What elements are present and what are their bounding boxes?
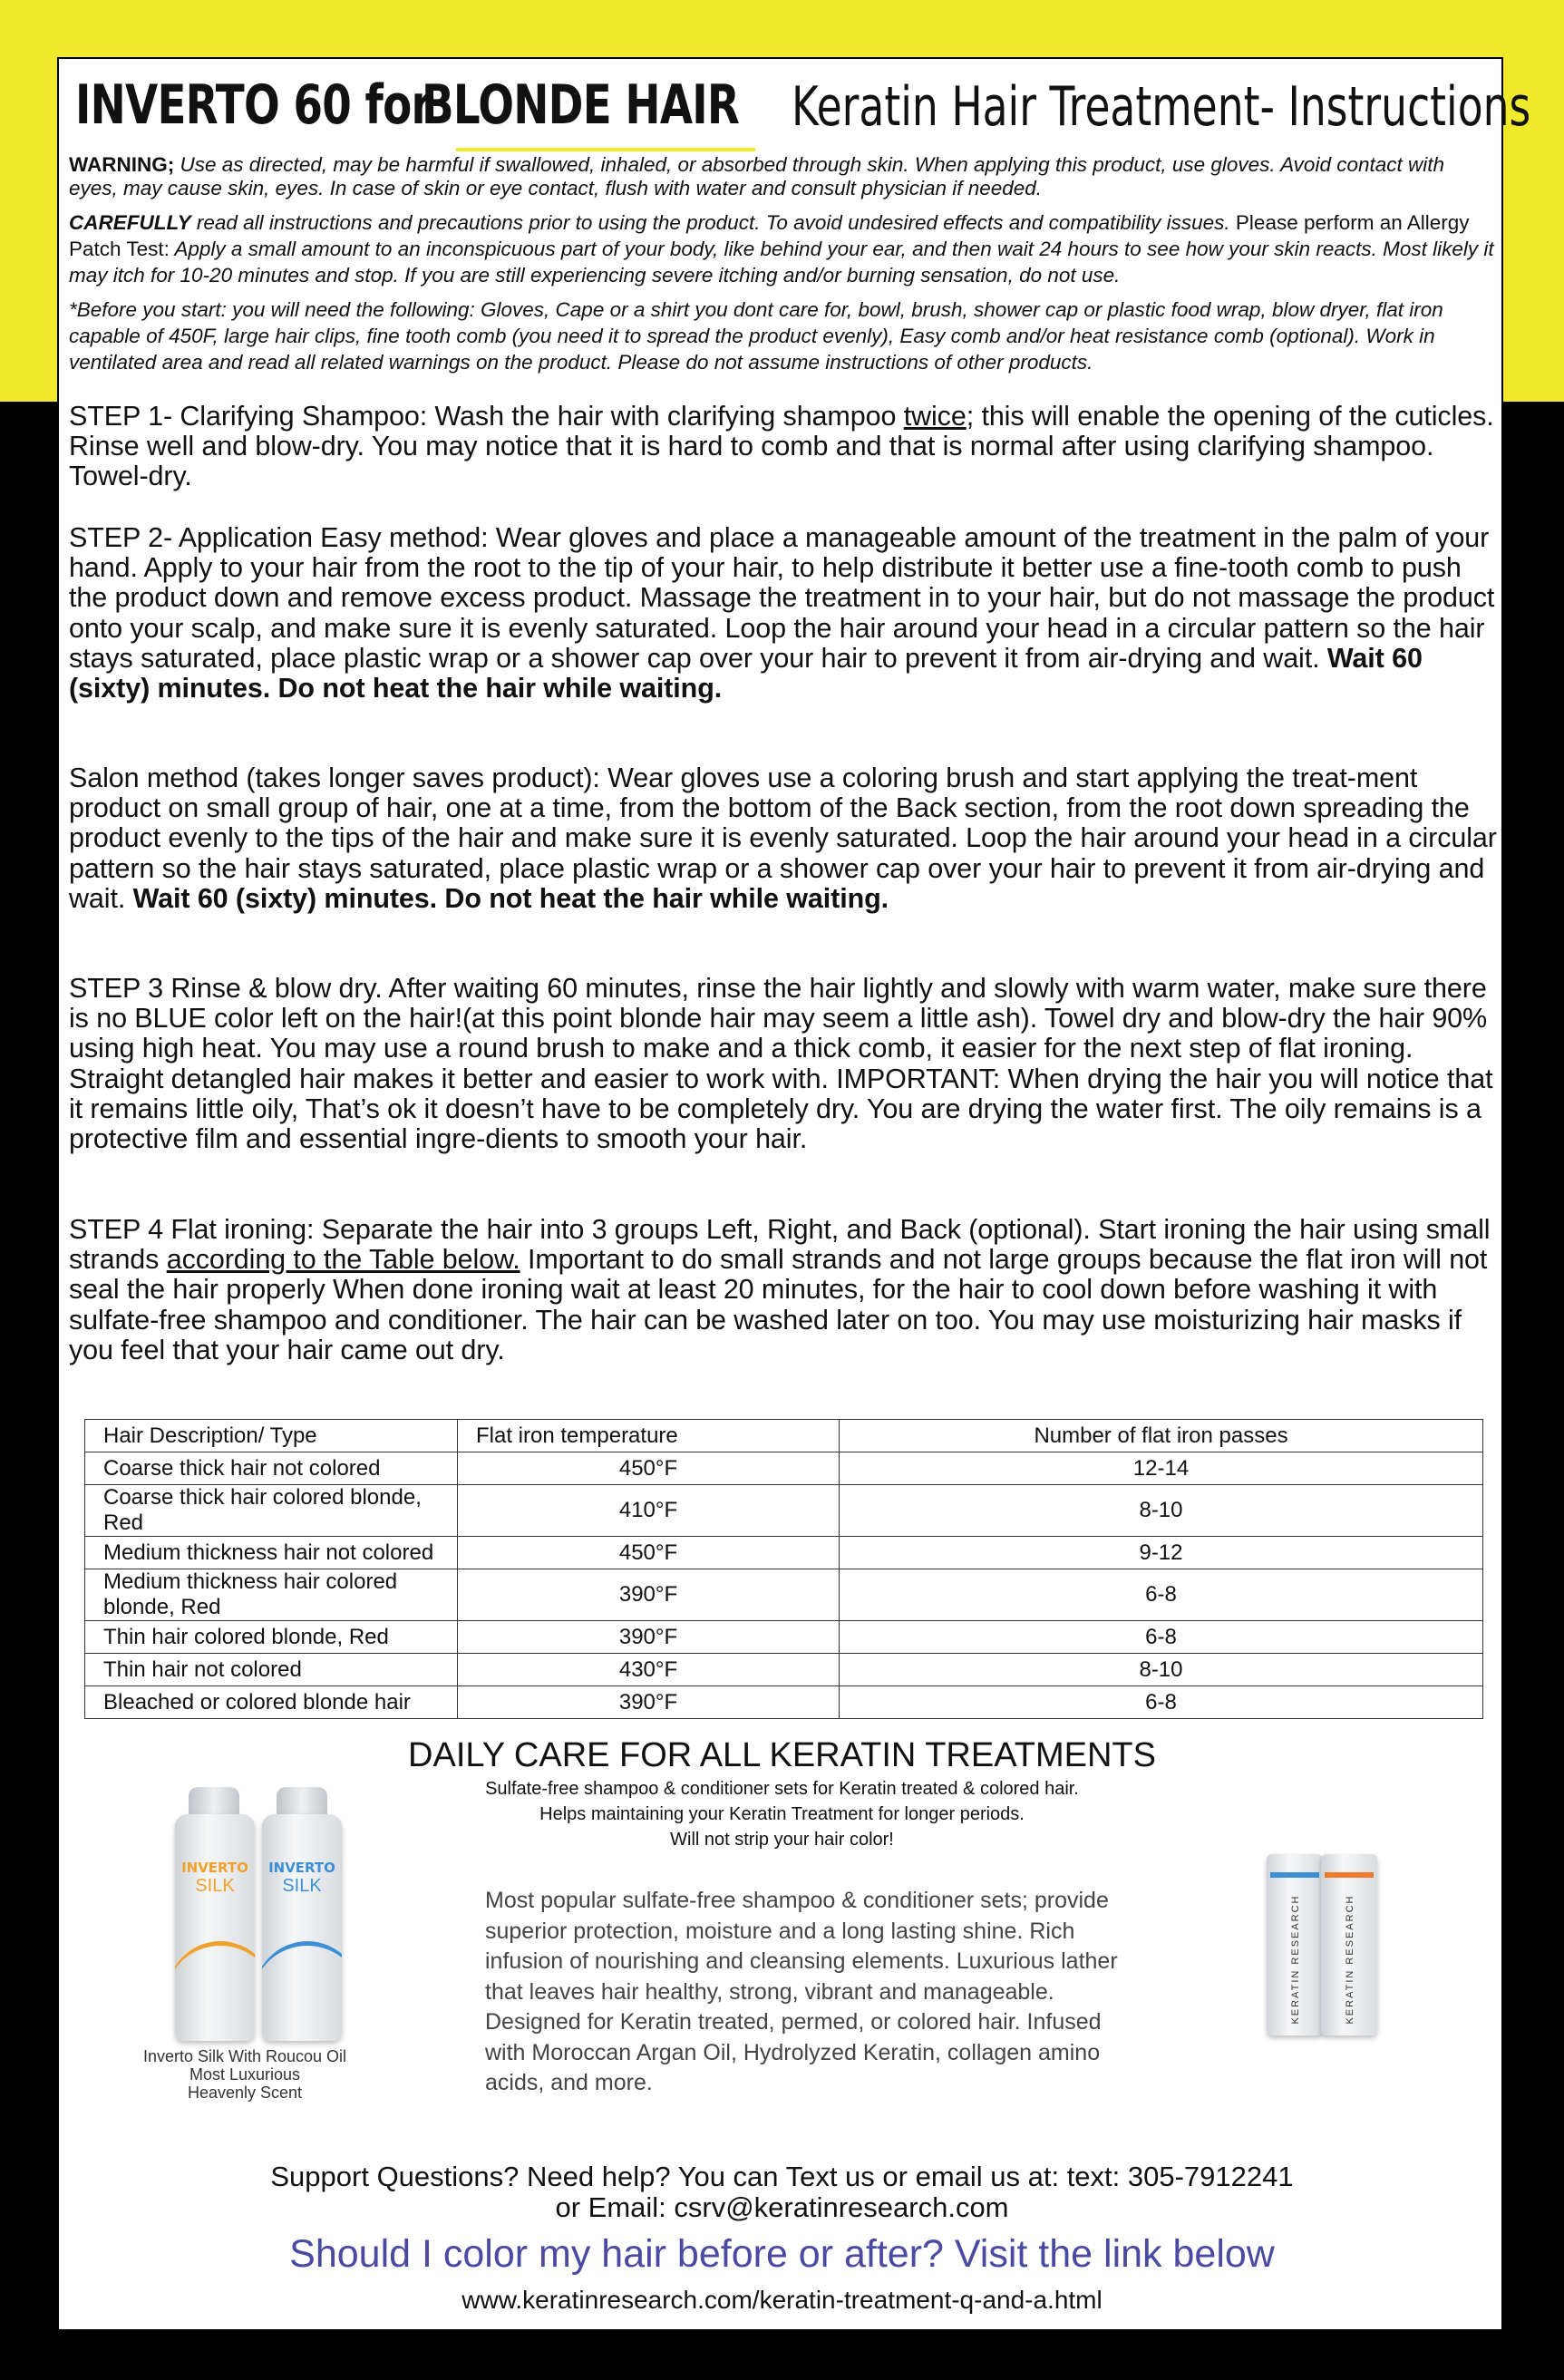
cell-hair-type: Thin hair colored blonde, Red bbox=[85, 1621, 458, 1654]
warning-lead: WARNING; bbox=[69, 153, 175, 176]
step-1-text-b: ; this will enable the opening of the cuticles. Rinse well and blow-dry. You may notice that it is hard to comb and that is normal after using clarifying shampoo. Towel-dry. bbox=[69, 401, 1494, 492]
cell-passes: 9-12 bbox=[840, 1537, 1483, 1569]
conditioner-bottle bbox=[262, 1814, 342, 2041]
title-blonde-hair: BLONDE HAIR bbox=[422, 73, 740, 137]
table-row bbox=[85, 1485, 1483, 1537]
step-3-heading: STEP 3 Rinse & blow dry. bbox=[69, 973, 383, 1004]
step-3 bbox=[69, 974, 1497, 1154]
step-4 bbox=[69, 1215, 1497, 1365]
table-row bbox=[85, 1569, 1483, 1621]
step-4-heading: STEP 4 Flat ironing: bbox=[69, 1214, 315, 1245]
step-1 bbox=[69, 402, 1497, 492]
warning-paragraph bbox=[69, 153, 1497, 200]
cell-temperature: 390°F bbox=[458, 1569, 840, 1621]
col-passes: Number of flat iron passes bbox=[840, 1420, 1483, 1452]
step-4-text-a: Separate the hair into 3 groups Left, Right, and Back (optional). Start ironing the hair using small strands bbox=[69, 1214, 1491, 1276]
bottle-brand-kr-2: KERATIN RESEARCH bbox=[1345, 1894, 1355, 2025]
caption-line-1: Inverto Silk With Roucou Oil bbox=[142, 2047, 347, 2065]
daily-care-sub-1: Sulfate-free shampoo & conditioner sets for Keratin treated & colored hair. bbox=[485, 1779, 1079, 1799]
shampoo-bottle-kr bbox=[1321, 1854, 1377, 2035]
salon-text: (takes longer saves product): Wear gloves use a coloring brush and start applying the treat-ment product on small group of hair, one at a time, from the bottom of the Back section, from the root down spreading the product evenly to the tips of the hair and make sure it is evenly saturated. Loop the hair around your head in a circular pattern so the hair stays saturated, place plastic wrap or a shower cap over your hair to prevent it from air-drying and wait. bbox=[69, 763, 1497, 914]
before-paragraph bbox=[69, 296, 1497, 375]
bottle-cap bbox=[189, 1787, 239, 1818]
cell-temperature: 450°F bbox=[458, 1537, 840, 1569]
title-underline bbox=[456, 148, 755, 151]
cell-passes: 8-10 bbox=[840, 1485, 1483, 1537]
cell-passes: 8-10 bbox=[840, 1654, 1483, 1686]
bottle-word-right: SILK bbox=[282, 1876, 322, 1896]
daily-care-description: Most popular sulfate-free shampoo & conditioner sets; provide superior protection, moisture and a long lasting shine. Rich infusion of nourishing and cleansing elements. Luxurious lather that leaves hair healthy, strong, vibrant and manageable. Designed for Keratin treated, permed, or colored hair. Infused with Moroccan Argan Oil, Hydrolyzed Keratin, collagen amino acids, and more. bbox=[485, 1888, 1118, 2095]
step-3-text: After waiting 60 minutes, rinse the hair lightly and slowly with warm water, make sure there is no BLUE color left on the hair!(at this point blonde hair may seem a little ash). Towel dry and blow-dry the hair 90% using high heat. You may use a round brush to make and a thick comb, it easier for the next step of flat ironing. Straight detangled hair makes it better and easier to work with. IMPORTANT: When drying the hair you will notice that it remains little oily, That’s ok it doesn’t have to be completely dry. You are drying the water first. The oily remains is a protective film and essential ingre-dients to smooth your hair. bbox=[69, 973, 1493, 1155]
step-2-wait-warning: Wait 60 (sixty) minutes. Do not heat the hair while waiting. bbox=[69, 642, 1423, 704]
inverto-silk-bottles-image bbox=[168, 1787, 394, 2045]
cell-passes: 6-8 bbox=[840, 1569, 1483, 1621]
table-row bbox=[85, 1654, 1483, 1686]
title-subtitle: Keratin Hair Treatment- Instructions bbox=[792, 75, 1531, 139]
step-2-heading: STEP 2- Application Easy method: bbox=[69, 522, 489, 553]
bottle-brand-right: INVERTO bbox=[268, 1860, 335, 1876]
cell-temperature: 450°F bbox=[458, 1452, 840, 1485]
step-2 bbox=[69, 523, 1497, 704]
bottle-cap bbox=[277, 1787, 327, 1818]
table-header-row bbox=[85, 1420, 1483, 1452]
salon-method bbox=[69, 763, 1497, 914]
step-1-heading: STEP 1- Clarifying Shampoo: bbox=[69, 401, 428, 432]
cell-hair-type: Thin hair not colored bbox=[85, 1654, 458, 1686]
page-title bbox=[75, 66, 1531, 157]
col-hair-type: Hair Description/ Type bbox=[85, 1420, 458, 1452]
table-row bbox=[85, 1621, 1483, 1654]
warning-text: Use as directed, may be harmful if swallowed, inhaled, or absorbed through skin. When applying this product, use gloves. Avoid contact with eyes, may cause skin, eyes. In case of skin or eye contact, flush with water and consult physician if needed. bbox=[69, 153, 1445, 199]
product-caption bbox=[141, 2047, 349, 2102]
cell-hair-type: Bleached or colored blonde hair bbox=[85, 1686, 458, 1719]
cell-temperature: 410°F bbox=[458, 1485, 840, 1537]
cell-passes: 6-8 bbox=[840, 1621, 1483, 1654]
cell-hair-type: Medium thickness hair colored blonde, Red bbox=[85, 1569, 458, 1621]
table-row bbox=[85, 1537, 1483, 1569]
carefully-lead: CAREFULLY bbox=[69, 211, 191, 234]
salon-heading: Salon method bbox=[69, 763, 239, 793]
caption-line-3: Heavenly Scent bbox=[187, 2084, 303, 2102]
daily-care-sub-2: Helps maintaining your Keratin Treatment for longer periods. bbox=[539, 1804, 1025, 1824]
cell-temperature: 390°F bbox=[458, 1621, 840, 1654]
bottle-swoosh bbox=[175, 1941, 255, 2041]
flat-iron-table bbox=[84, 1419, 1483, 1719]
before-text: you will need the following: Gloves, Cape or a shirt you dont care for, bowl, brush, shower cap or plastic food wrap, blow dryer, flat iron capable of 450F, large hair clips, fine tooth comb (you need it to spread the product evenly), Easy comb and/or heat resistance comb (optional). Work in ventilated area and read all related warnings on the product. Please do not assume instructions of other products. bbox=[69, 298, 1443, 374]
patch-lead: Please perform an Allergy Patch Test: bbox=[69, 211, 1470, 260]
daily-care-sub-3: Will not strip your hair color! bbox=[670, 1830, 894, 1850]
step-2-text: Wear gloves and place a manageable amount of the treatment in the palm of your hand. Apply to your hair from the root to the tip of your hair, to help distribute it better use a fine-tooth comb to push the product down and remove excess product. Massage the treatment in to your hair, but do not massage the product onto your scalp, and make sure it is evenly saturated. Loop the hair around your head in a circular pattern so the hair stays saturated, place plastic wrap or a shower cap over your hair to prevent it from air-drying and wait. bbox=[69, 522, 1495, 674]
caption-line-2: Most Luxurious bbox=[189, 2065, 301, 2084]
cell-hair-type: Coarse thick hair not colored bbox=[85, 1452, 458, 1485]
table-row bbox=[85, 1452, 1483, 1485]
instruction-sheet bbox=[57, 57, 1531, 2331]
before-lead: *Before you start: bbox=[69, 298, 227, 321]
cell-passes: 12-14 bbox=[840, 1452, 1483, 1485]
col-temperature: Flat iron temperature bbox=[458, 1420, 840, 1452]
bottle-stripe bbox=[1270, 1872, 1319, 1878]
shampoo-bottle bbox=[175, 1814, 255, 2041]
cell-hair-type: Coarse thick hair colored blonde, Red bbox=[85, 1485, 458, 1537]
support-email[interactable]: or Email: csrv@keratinresearch.com bbox=[555, 2191, 1009, 2223]
carefully-paragraph bbox=[69, 209, 1497, 288]
step-1-twice: twice bbox=[903, 401, 967, 432]
cell-passes: 6-8 bbox=[840, 1686, 1483, 1719]
bottle-brand-left: INVERTO bbox=[181, 1860, 248, 1876]
cell-hair-type: Medium thickness hair not colored bbox=[85, 1537, 458, 1569]
step-4-text-b: Important to do small strands and not large groups because the flat iron will not seal the hair properly When done ironing wait at least 20 minutes, for the hair to cool down before washing it with sulfate-free shampoo and conditioner. The hair can be washed later on too. You may use moisturizing hair masks if you feel that your hair came out dry. bbox=[69, 1244, 1488, 1365]
bottle-swoosh bbox=[262, 1941, 342, 2041]
step-4-table-ref: according to the Table below. bbox=[166, 1244, 520, 1276]
cell-temperature: 390°F bbox=[458, 1686, 840, 1719]
bottle-word-left: SILK bbox=[195, 1876, 235, 1896]
step-1-text-a: Wash the hair with clarifying shampoo bbox=[434, 401, 897, 432]
patch-text: Apply a small amount to an inconspicuous part of your body, like behind your ear, and then wait 24 hours to see how your skin reacts. Most likely it may itch for 10-20 minutes and stop. If you are still experiencing severe itching and/or burning sensation, do not use. bbox=[69, 238, 1494, 287]
bottle-stripe bbox=[1325, 1872, 1374, 1878]
keratin-research-bottles-image bbox=[1256, 1845, 1392, 2040]
color-question-link[interactable]: Should I color my hair before or after? Visit the link below bbox=[289, 2232, 1275, 2276]
cell-temperature: 430°F bbox=[458, 1654, 840, 1686]
salon-wait-warning: Wait 60 (sixty) minutes. Do not heat the hair while waiting. bbox=[132, 882, 889, 914]
conditioner-bottle-kr bbox=[1267, 1854, 1323, 2035]
qa-url-link[interactable]: www.keratinresearch.com/keratin-treatment-q-and-a.html bbox=[461, 2286, 1103, 2314]
support-line: Support Questions? Need help? You can Text us or email us at: text: 305-7912241 bbox=[270, 2161, 1294, 2192]
daily-care-title: DAILY CARE FOR ALL KERATIN TREATMENTS bbox=[408, 1736, 1156, 1774]
title-product: INVERTO 60 for bbox=[75, 73, 432, 137]
table-row bbox=[85, 1686, 1483, 1719]
bottle-brand-kr-1: KERATIN RESEARCH bbox=[1290, 1894, 1301, 2025]
carefully-text: read all instructions and precautions prior to using the product. To avoid undesired effects and compatibility issues. bbox=[196, 211, 1230, 234]
